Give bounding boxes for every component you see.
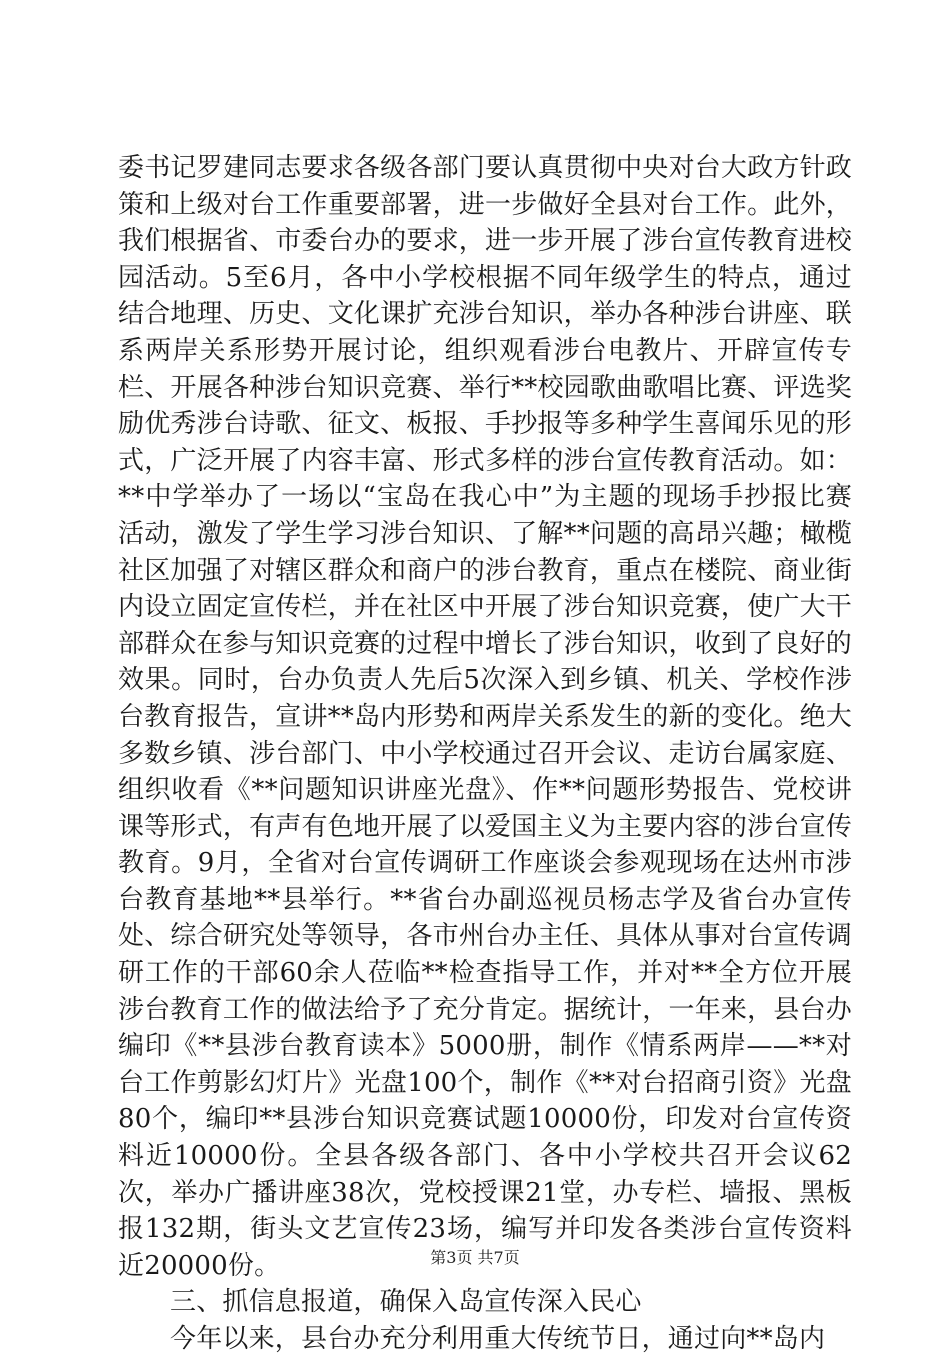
page-footer: 第3页 共7页 [430, 1248, 520, 1267]
document-body [118, 150, 852, 1358]
section-heading: 三、抓信息报道，确保入岛宣传深入民心 [170, 1287, 642, 1318]
body-paragraph: 今年以来，县台办充分利用重大传统节日，通过向**岛内 [170, 1324, 826, 1354]
body-paragraph-continued: 委书记罗建同志要求各级各部门要认真贯彻中央对台大政方针政策和上级对台工作重要部署，进一步做好全县对台工作。此外，我们根据省、市委台办的要求，进一步开展了涉台宣传教育进校园活动。5至6月，各中小学校根据不同年级学生的特点，通过结合地理、历史、文化课扩充涉台知识，举办各种涉台讲座、联系两岸关系形势开展讨论，组织观看涉台电教片、开辟宣传专栏、开展各种涉台知识竞赛、举行**校园歌曲歌唱比赛、评选奖励优秀涉台诗歌、征文、板报、手抄报等多种学生喜闻乐见的形式，广泛开展了内容丰富、形式多样的涉台宣传教育活动。如：**中学举办了一场以“宝岛在我心中”为主题的现场手抄报比赛活动，激发了学生学习涉台知识、了解**问题的高昂兴趣；橄榄社区加强了对辖区群众和商户的涉台教育，重点在楼院、商业街内设立固定宣传栏，并在社区中开展了涉台知识竞赛，使广大干部群众在参与知识竞赛的过程中增长了涉台知识，收到了良好的效果。同时，台办负责人先后5次深入到乡镇、机关、学校作涉台教育报告，宣讲**岛内形势和两岸关系发生的新的变化。绝大多数乡镇、涉台部门、中小学校通过召开会议、走访台属家庭、组织收看《**问题知识讲座光盘》、作**问题形势报告、党校讲课等形式，有声有色地开展了以爱国主义为主要内容的涉台宣传教育。9月，全省对台宣传调研工作座谈会参观现场在达州市涉台教育基地**县举行。**省台办副巡视员杨志学及省台办宣传处、综合研究处等领导，各市州台办主任、具体从事对台宣传调研工作的干部60余人莅临**检查指导工作，并对**全方位开展涉台教育工作的做法给予了充分肯定。据统计，一年来，县台办编印《**县涉台教育读本》5000册，制作《情系两岸——**对台工作剪影幻灯片》光盘100个，制作《**对台招商引资》光盘80个，编印**县涉台知识竞赛试题10000份，印发对台宣传资料近10000份。全县各级各部门、各中小学校共召开会议62次，举办广播讲座38次，党校授课21堂，办专栏、墙报、黑板报132期，街头文艺宣传23场，编写并印发各类涉台宣传资料近20000份。 [118, 153, 852, 1281]
